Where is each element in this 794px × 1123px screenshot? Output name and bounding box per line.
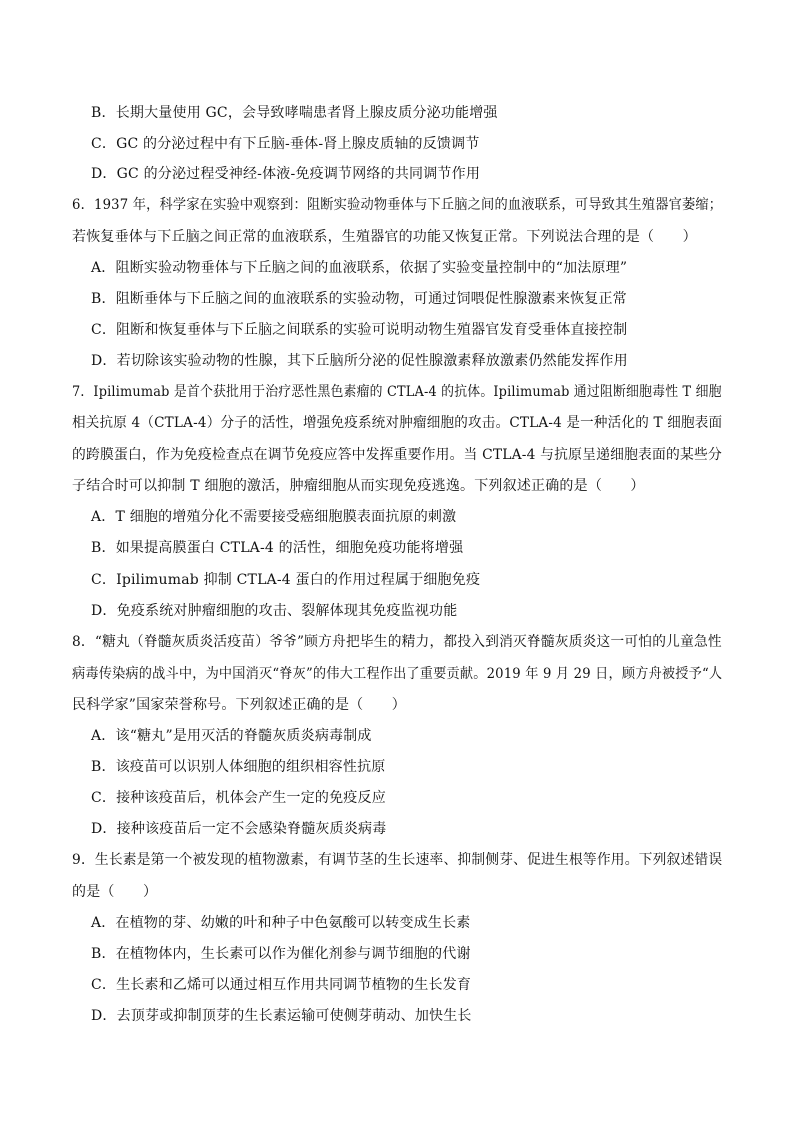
q8-stem-line-2: 病毒传染病的战斗中，为中国消灭“脊灰”的伟大工程作出了重要贡献。2019 年 9 月 29 日，顾方舟被授予“人: [72, 666, 723, 682]
q7-option-d: D．免疫系统对肿瘤细胞的攻击、裂解体现其免疫监视功能: [91, 603, 458, 619]
q7-option-b: B．如果提高膜蛋白 CTLA-4 的活性，细胞免疫功能将增强: [91, 540, 464, 556]
q5-option-d: D．GC 的分泌过程受神经-体液-免疫调节网络的共同调节作用: [91, 166, 481, 182]
q6-stem-line-2: 若恢复垂体与下丘脑之间正常的血液联系，生殖器官的功能又恢复正常。下列说法合理的是（ ）: [72, 229, 697, 245]
q9-stem-line-1: 9．生长素是第一个被发现的植物激素，有调节茎的生长速率、抑制侧芽、促进生根等作用。下列叙述错误: [72, 852, 723, 868]
q9-option-d: D．去顶芽或抑制顶芽的生长素运输可使侧芽萌动、加快生长: [91, 1008, 472, 1024]
q7-stem-line-1: 7．Ipilimumab 是首个获批用于治疗恶性黑色素瘤的 CTLA-4 的抗体。Ipilimumab 通过阻断细胞毒性 T 细胞: [72, 384, 722, 400]
q8-stem-line-1: 8．“糖丸（脊髓灰质炎活疫苗）爷爷”顾方舟把毕生的精力，都投入到消灭脊髓灰质炎这一可怕的儿童急性: [72, 634, 722, 650]
q6-option-d: D．若切除该实验动物的性腺，其下丘脑所分泌的促性腺激素释放激素仍然能发挥作用: [91, 353, 628, 369]
q8-stem-line-3: 民科学家”国家荣誉称号。下列叙述正确的是（ ）: [72, 697, 406, 713]
q7-option-a: A．T 细胞的增殖分化不需要接受癌细胞膜表面抗原的刺激: [91, 509, 457, 525]
q9-option-c: C．生长素和乙烯可以通过相互作用共同调节植物的生长发育: [91, 977, 472, 993]
q8-option-b: B．该疫苗可以识别人体细胞的组织相容性抗原: [91, 759, 386, 775]
q7-stem-line-2: 相关抗原 4（CTLA-4）分子的活性，增强免疫系统对肿瘤细胞的攻击。CTLA-4 是一种活化的 T 细胞表面: [72, 415, 723, 431]
q7-stem-line-3: 的跨膜蛋白，作为免疫检查点在调节免疫应答中发挥重要作用。当 CTLA-4 与抗原呈递细胞表面的某些分: [72, 447, 722, 463]
q7-option-c: C．Ipilimumab 抑制 CTLA-4 蛋白的作用过程属于细胞免疫: [91, 572, 481, 588]
q9-option-b: B．在植物体内，生长素可以作为催化剂参与调节细胞的代谢: [91, 946, 471, 962]
q6-stem-line-1: 6．1937 年，科学家在实验中观察到：阻断实验动物垂体与下丘脑之间的血液联系，可导致其生殖器官萎缩；: [72, 197, 723, 213]
q6-option-b: B．阻断垂体与下丘脑之间的血液联系的实验动物，可通过饲喂促性腺激素来恢复正常: [91, 291, 627, 307]
q7-stem-line-4: 子结合时可以抑制 T 细胞的激活，肿瘤细胞从而实现免疫逃逸。下列叙述正确的是（ ）: [72, 478, 645, 494]
q6-option-a: A．阻断实验动物垂体与下丘脑之间的血液联系，依据了实验变量控制中的“加法原理”: [91, 260, 628, 276]
q8-option-a: A．该“糖丸”是用灭活的脊髓灰质炎病毒制成: [91, 728, 372, 744]
q8-option-c: C．接种该疫苗后，机体会产生一定的免疫反应: [91, 790, 386, 806]
q9-option-a: A．在植物的芽、幼嫩的叶和种子中色氨酸可以转变成生长素: [91, 915, 471, 931]
q5-option-c: C．GC 的分泌过程中有下丘脑-垂体-肾上腺皮质轴的反馈调节: [91, 136, 480, 152]
q9-stem-line-2: 的是（ ）: [72, 884, 158, 900]
q6-option-c: C．阻断和恢复垂体与下丘脑之间联系的实验可说明动物生殖器官发育受垂体直接控制: [91, 322, 628, 338]
q8-option-d: D．接种该疫苗后一定不会感染脊髓灰质炎病毒: [91, 821, 387, 837]
q5-option-b: B．长期大量使用 GC，会导致哮喘患者肾上腺皮质分泌功能增强: [91, 105, 498, 121]
